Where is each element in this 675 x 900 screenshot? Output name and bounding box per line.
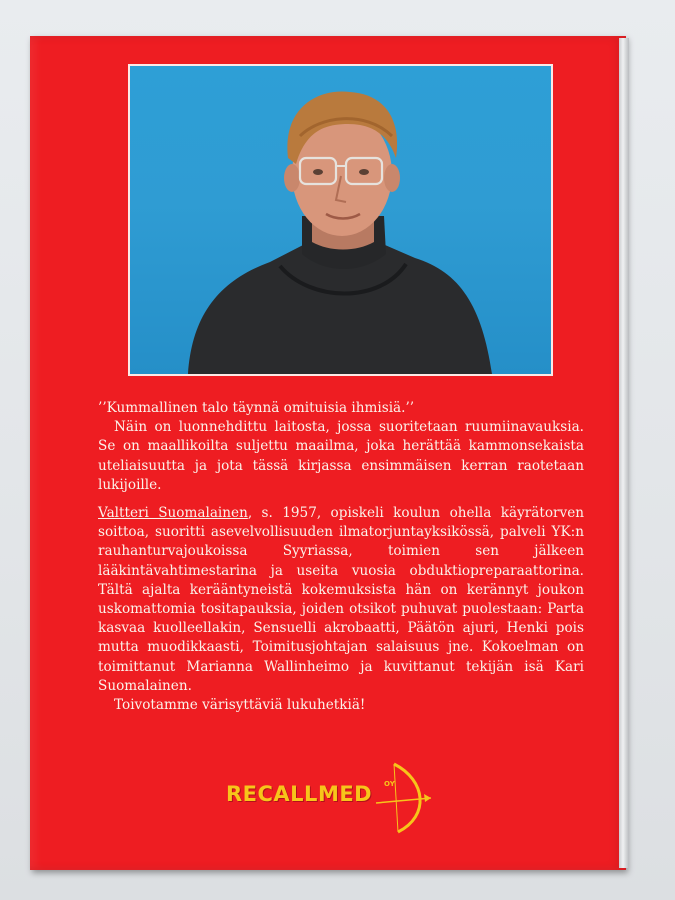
author-paragraph — [98, 504, 584, 696]
publisher-logo — [226, 760, 436, 834]
closing-line: Toivotamme värisyttäviä lukuhetkiä! — [114, 697, 366, 714]
blurb-quote — [98, 399, 584, 418]
publisher-suffix: OY — [384, 780, 395, 788]
book-page-edge — [619, 38, 629, 868]
blurb-intro: Näin on luonnehdittu laitosta, jossa suoritetaan ruumiinavauksia. Se on maallikoilta suljettu maailma, joka herättää kammonsekaista uteliaisuutta ja jota tässä kirjassa ensimmäisen kerran raotetaan lukijoille. — [98, 419, 584, 493]
author-photo-frame — [128, 64, 553, 376]
author-bio: , s. 1957, opiskeli koulun ohella käyrätorven soittoa, suoritti asevelvollisuuden ilmatorjuntayksikössä, palveli YK:n rauhanturvajoukoissa Syyriassa, toimien sen jälkeen lääkintävahtimestarina ja useita vuosia obduktiopreparaattorina. Tältä ajalta kerääntyneistä kokemuksista hän on kerännyt joukon uskomattomia tositapauksia, joiden otsikot puhuvat puolestaan: Parta kasvaa kuolleellakin, Sensuelli akrobaatti, Päätön ajuri, Henki pois mutta muodikkaasti, Toimitusjohtajan salaisuus jne. Kokoelman on toimittanut Marianna Wallinheimo ja kuvittanut tekijän isä Kari Suomalainen. — [98, 505, 584, 694]
blurb-text — [98, 399, 584, 715]
author-photo — [130, 66, 551, 374]
book-back-cover — [30, 36, 626, 870]
publisher-name: RECALLMED — [226, 782, 373, 806]
quote-text: ’’Kummallinen talo täynnä omituisia ihmisiä.’’ — [98, 400, 415, 416]
author-name: Valtteri Suomalainen — [98, 505, 248, 522]
author-portrait-illustration — [130, 66, 551, 374]
